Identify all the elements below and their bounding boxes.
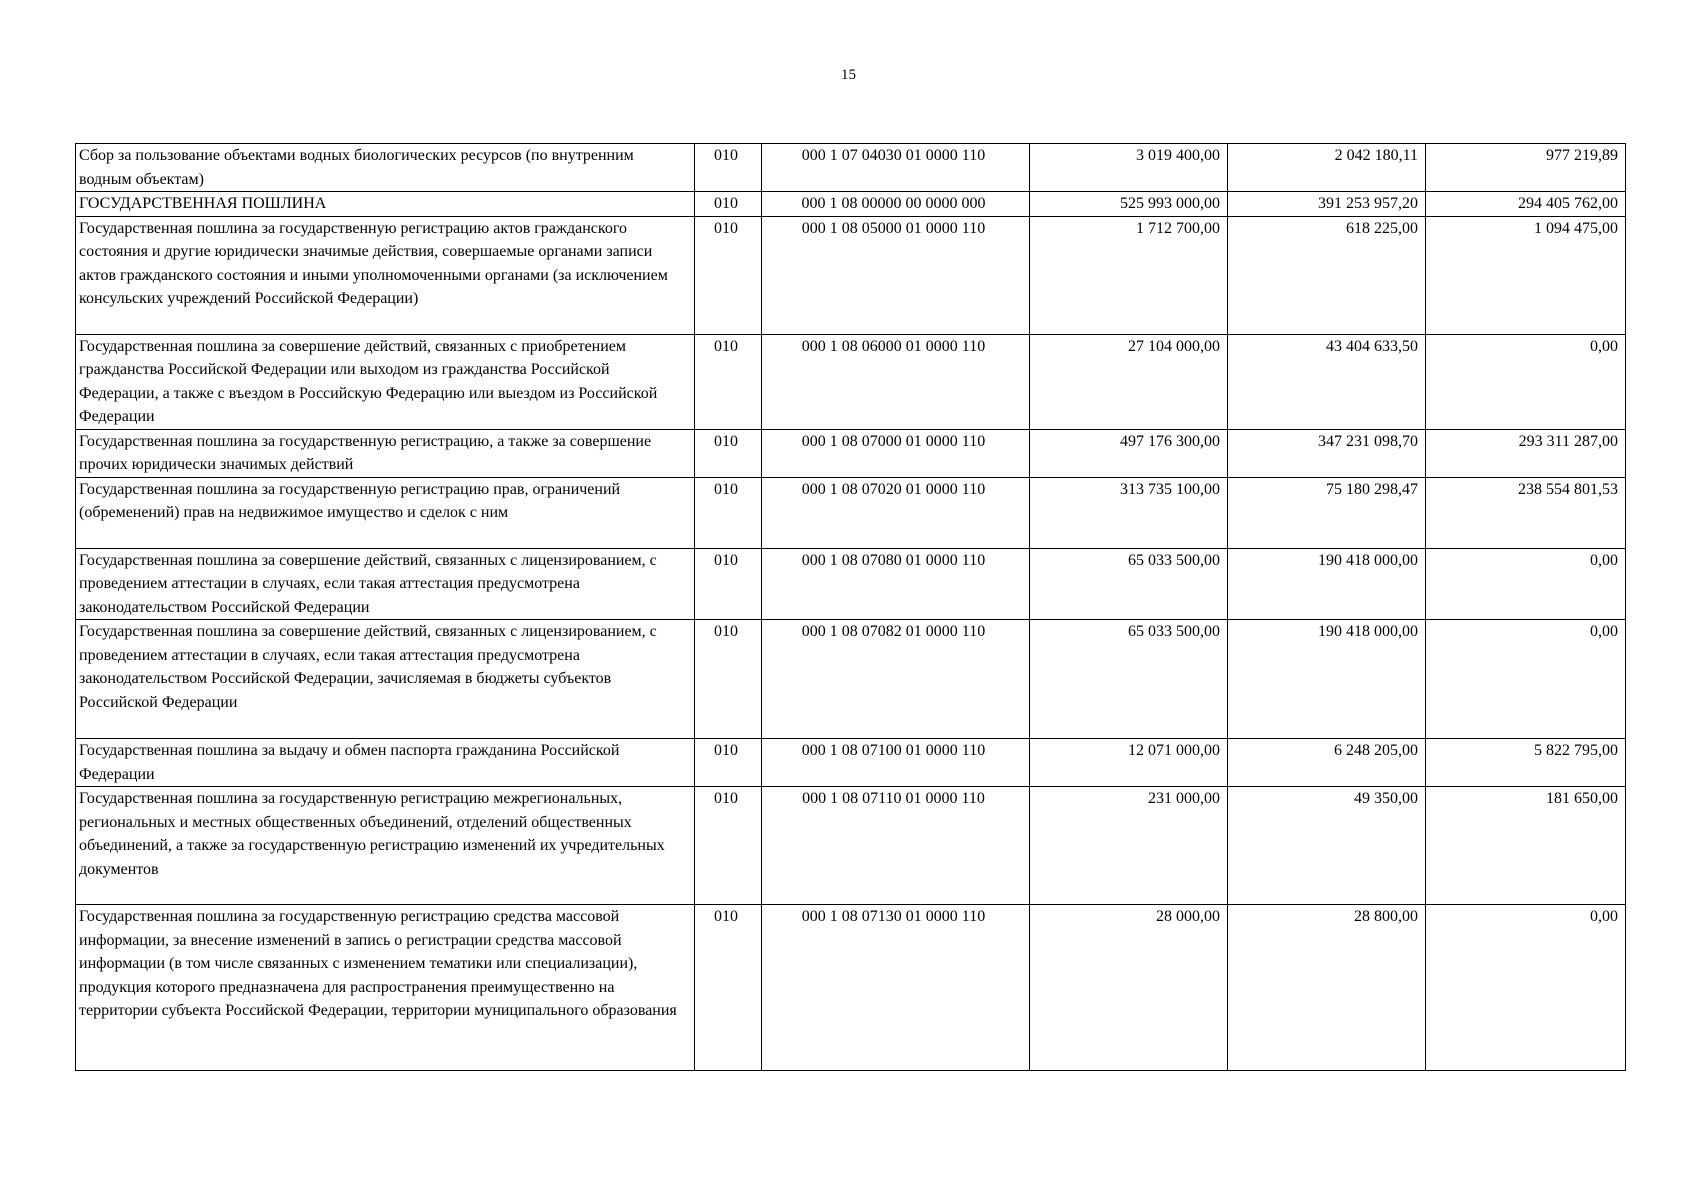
row-name-cell: Государственная пошлина за совершение действий, связанных с приобретением гражданства Российской Федерации или выходом из гражданства Российской Федерации, а также с въездом в Российскую Федерацию или выездом из Российской Федерации: [76, 334, 695, 429]
row-code-cell: 010: [695, 787, 762, 905]
table-row: [76, 216, 1626, 334]
table-row: [76, 192, 1626, 217]
row-name-cell: Государственная пошлина за государственную регистрацию средства массовой информации, за внесение изменений в запись о регистрации средства массовой информации (в том числе связанных с изменением тематики или специализации), продукция которого предназначена для распространения преимущественно на территории субъекта Российской Федерации, территории муниципального образования: [76, 905, 695, 1071]
row-code-cell: 010: [695, 620, 762, 739]
row-value1-cell: 3 019 400,00: [1030, 144, 1228, 192]
row-name-cell: Государственная пошлина за совершение действий, связанных с лицензированием, с проведением аттестации в случаях, если такая аттестация предусмотрена законодательством Российской Федерации, зачисляемая в бюджеты субъектов Российской Федерации: [76, 620, 695, 739]
row-value1-cell: 12 071 000,00: [1030, 739, 1228, 787]
row-code-cell: 010: [695, 216, 762, 334]
row-value3-cell: 293 311 287,00: [1426, 429, 1626, 477]
row-kbk-cell: 000 1 08 07100 01 0000 110: [762, 739, 1030, 787]
row-code-cell: 010: [695, 334, 762, 429]
row-kbk-cell: 000 1 08 07080 01 0000 110: [762, 548, 1030, 620]
row-value3-cell: 0,00: [1426, 548, 1626, 620]
page-number: 15: [841, 67, 856, 83]
row-value1-cell: 65 033 500,00: [1030, 548, 1228, 620]
row-kbk-cell: 000 1 08 00000 00 0000 000: [762, 192, 1030, 217]
table-row: [76, 429, 1626, 477]
row-value2-cell: 43 404 633,50: [1228, 334, 1426, 429]
row-kbk-cell: 000 1 08 07110 01 0000 110: [762, 787, 1030, 905]
table-row: [76, 905, 1626, 1071]
table-row: [76, 144, 1626, 192]
row-value3-cell: 238 554 801,53: [1426, 477, 1626, 548]
row-value3-cell: 977 219,89: [1426, 144, 1626, 192]
row-value2-cell: 391 253 957,20: [1228, 192, 1426, 217]
table-row: [76, 477, 1626, 548]
row-kbk-cell: 000 1 08 07130 01 0000 110: [762, 905, 1030, 1071]
table-row: [76, 548, 1626, 620]
row-kbk-cell: 000 1 08 06000 01 0000 110: [762, 334, 1030, 429]
row-value2-cell: 190 418 000,00: [1228, 548, 1426, 620]
row-code-cell: 010: [695, 477, 762, 548]
row-code-cell: 010: [695, 429, 762, 477]
row-value2-cell: 347 231 098,70: [1228, 429, 1426, 477]
row-kbk-cell: 000 1 07 04030 01 0000 110: [762, 144, 1030, 192]
row-value1-cell: 1 712 700,00: [1030, 216, 1228, 334]
row-code-cell: 010: [695, 905, 762, 1071]
row-value2-cell: 75 180 298,47: [1228, 477, 1426, 548]
row-code-cell: 010: [695, 192, 762, 217]
row-value1-cell: 27 104 000,00: [1030, 334, 1228, 429]
row-value2-cell: 28 800,00: [1228, 905, 1426, 1071]
row-value1-cell: 28 000,00: [1030, 905, 1228, 1071]
table-row: [76, 787, 1626, 905]
table-row: [76, 620, 1626, 739]
revenue-table: [75, 143, 1626, 1071]
row-value2-cell: 190 418 000,00: [1228, 620, 1426, 739]
row-code-cell: 010: [695, 144, 762, 192]
row-kbk-cell: 000 1 08 07000 01 0000 110: [762, 429, 1030, 477]
row-name-cell: Государственная пошлина за государственную регистрацию межрегиональных, региональных и местных общественных объединений, отделений общественных объединений, а также за государственную регистрацию изменений их учредительных документов: [76, 787, 695, 905]
row-value2-cell: 618 225,00: [1228, 216, 1426, 334]
row-code-cell: 010: [695, 548, 762, 620]
row-value1-cell: 231 000,00: [1030, 787, 1228, 905]
row-value3-cell: 181 650,00: [1426, 787, 1626, 905]
row-value1-cell: 65 033 500,00: [1030, 620, 1228, 739]
row-value2-cell: 6 248 205,00: [1228, 739, 1426, 787]
row-code-cell: 010: [695, 739, 762, 787]
row-value1-cell: 525 993 000,00: [1030, 192, 1228, 217]
row-value3-cell: 0,00: [1426, 620, 1626, 739]
table-row: [76, 739, 1626, 787]
row-value3-cell: 294 405 762,00: [1426, 192, 1626, 217]
row-value3-cell: 5 822 795,00: [1426, 739, 1626, 787]
row-name-cell: ГОСУДАРСТВЕННАЯ ПОШЛИНА: [76, 192, 695, 217]
row-value3-cell: 0,00: [1426, 334, 1626, 429]
row-value1-cell: 313 735 100,00: [1030, 477, 1228, 548]
row-value3-cell: 1 094 475,00: [1426, 216, 1626, 334]
row-name-cell: Государственная пошлина за выдачу и обмен паспорта гражданина Российской Федерации: [76, 739, 695, 787]
row-value1-cell: 497 176 300,00: [1030, 429, 1228, 477]
row-value2-cell: 2 042 180,11: [1228, 144, 1426, 192]
row-kbk-cell: 000 1 08 07020 01 0000 110: [762, 477, 1030, 548]
row-name-cell: Государственная пошлина за совершение действий, связанных с лицензированием, с проведением аттестации в случаях, если такая аттестация предусмотрена законодательством Российской Федерации: [76, 548, 695, 620]
row-kbk-cell: 000 1 08 05000 01 0000 110: [762, 216, 1030, 334]
row-name-cell: Сбор за пользование объектами водных биологических ресурсов (по внутренним водным объектам): [76, 144, 695, 192]
row-name-cell: Государственная пошлина за государственную регистрацию актов гражданского состояния и другие юридически значимые действия, совершаемые органами записи актов гражданского состояния и иными уполномоченными органами (за исключением консульских учреждений Российской Федерации): [76, 216, 695, 334]
row-kbk-cell: 000 1 08 07082 01 0000 110: [762, 620, 1030, 739]
row-value2-cell: 49 350,00: [1228, 787, 1426, 905]
row-name-cell: Государственная пошлина за государственную регистрацию прав, ограничений (обременений) прав на недвижимое имущество и сделок с ним: [76, 477, 695, 548]
table-row: [76, 334, 1626, 429]
row-name-cell: Государственная пошлина за государственную регистрацию, а также за совершение прочих юридически значимых действий: [76, 429, 695, 477]
row-value3-cell: 0,00: [1426, 905, 1626, 1071]
